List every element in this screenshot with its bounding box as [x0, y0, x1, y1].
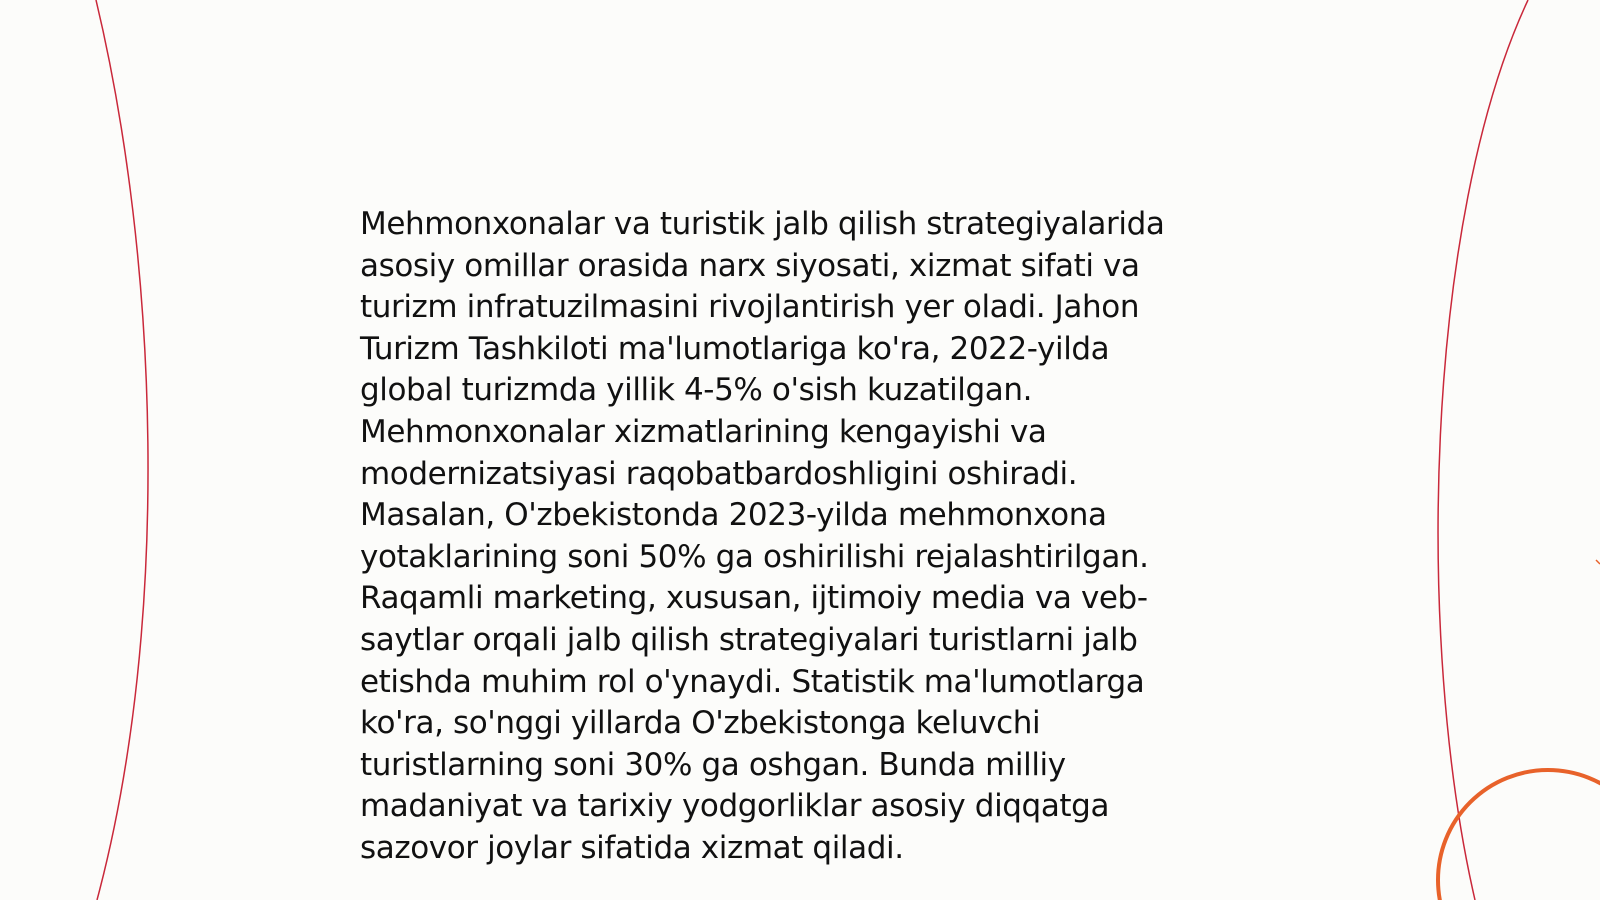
small-chevron-mark [1596, 560, 1600, 564]
right-curve-line [1438, 0, 1528, 900]
body-paragraph: Mehmonxonalar va turistik jalb qilish strategiyalarida asosiy omillar orasida narx siyosati, xizmat sifati va turizm infratuzilmasini rivojlantirish yer oladi. Jahon Turizm Tashkiloti ma'lumotlariga ko'ra, 2022-yilda global turizmda yillik 4-5% o'sish kuzatilgan. Mehmonxonalar xizmatlarining kengayishi va modernizatsiyasi raqobatbardoshligini oshiradi. Masalan, O'zbekistonda 2023-yilda mehmonxona yotaklarining soni 50% ga oshirilishi rejalashtirilgan. Raqamli marketing, xususan, ijtimoiy media va veb- saytlar orqali jalb qilish strategiyalari turistlarni jalb etishda muhim rol o'ynaydi. Statistik ma'lumotlarga ko'ra, so'nggi yillarda O'zbekistonga keluvchi turistlarning soni 30% ga oshgan. Bunda milliy madaniyat va tarixiy yodgorliklar asosiy diqqatga sazovor joylar sifatida xizmat qiladi. [360, 206, 1165, 866]
left-curve-line [96, 0, 148, 900]
